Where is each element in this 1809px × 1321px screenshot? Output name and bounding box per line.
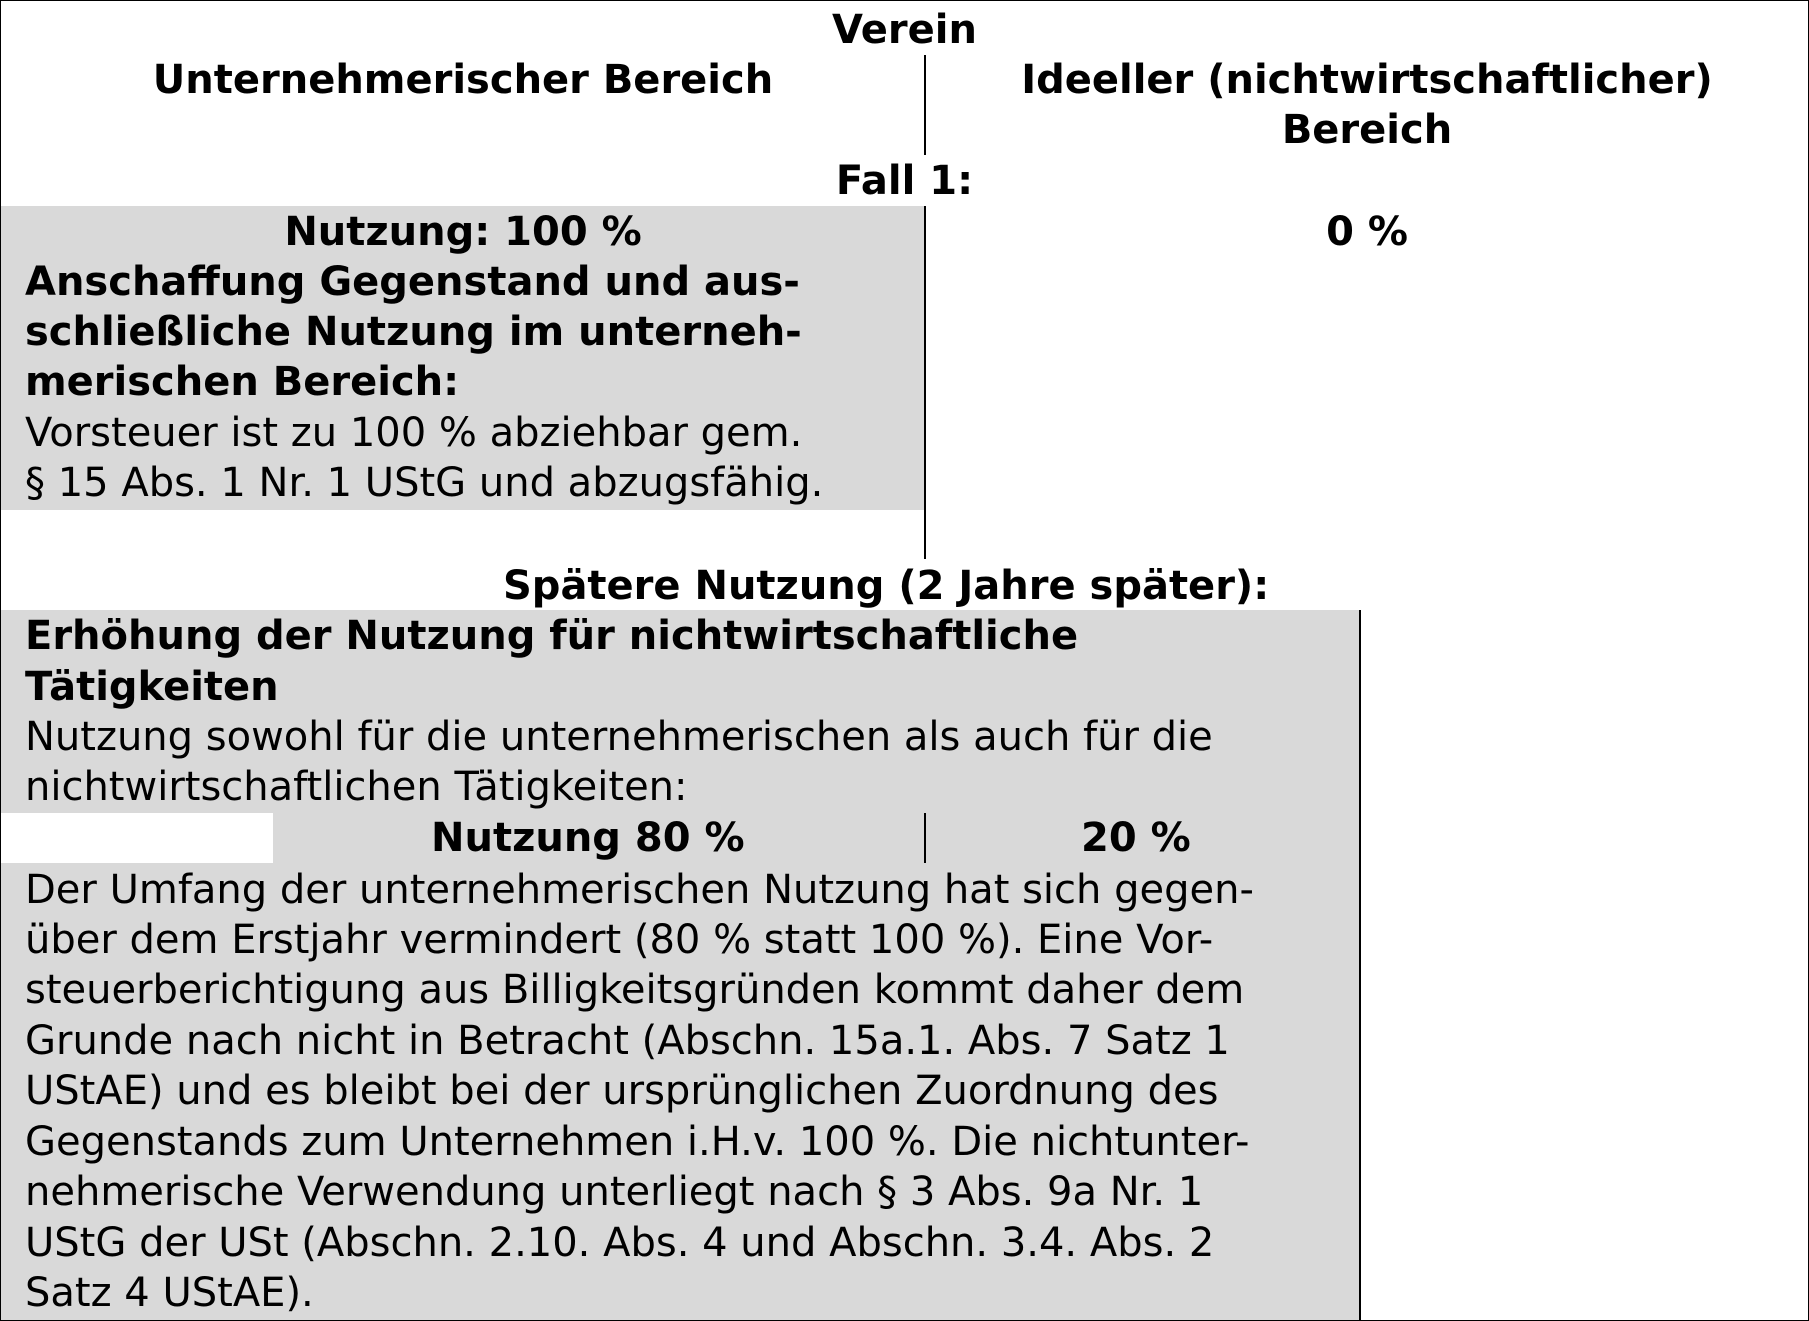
case2-text-line-7: nehmerische Verwendung unterliegt nach § 3 Abs. 9a Nr. 1 [25,1169,1204,1215]
case2-usage-business: Nutzung 80 % [431,815,745,861]
column-header-ideal-line-1: Ideeller (nichtwirtschaftlicher) [1021,57,1713,103]
case1-usage-ideal: 0 % [1326,209,1408,255]
case1-heading-line-2: schließliche Nutzung im unterneh- [25,309,802,355]
case1-usage-business: Nutzung: 100 % [284,209,642,255]
case2-text-line-3: steuerberichtigung aus Billigkeitsgründen kommt daher dem [25,967,1245,1013]
document-title: Verein [832,7,977,53]
case2-text-line-2: über dem Erstjahr vermindert (80 % statt 100 %). Eine Vor- [25,917,1214,963]
case2-text-line-6: Gegenstands zum Unternehmen i.H.v. 100 %. Die nichtunter- [25,1119,1250,1165]
case2-text-line-5: UStAE) und es bleibt bei der ursprünglichen Zuordnung des [25,1068,1219,1114]
case1-text-line-1: Vorsteuer ist zu 100 % abziehbar gem. [25,410,803,456]
case2-label: Spätere Nutzung (2 Jahre später): [503,563,1270,609]
case2-intro-line-2: nichtwirtschaftlichen Tätigkeiten: [25,764,688,810]
case1-heading-line-1: Anschaffung Gegenstand und aus- [25,259,800,305]
case2-right-border [1359,610,1361,1321]
case2-heading-line-1: Erhöhung der Nutzung für nichtwirtschaftliche [25,613,1079,659]
column-divider-case1 [924,206,926,559]
case1-heading-line-3: merischen Bereich: [25,359,460,405]
case2-intro-line-1: Nutzung sowohl für die unternehmerischen als auch für die [25,714,1213,760]
usage-divider-case2 [924,813,926,863]
case2-white-gap [1,813,273,863]
case2-text-line-8: UStG der USt (Abschn. 2.10. Abs. 4 und Abschn. 3.4. Abs. 2 [25,1220,1215,1266]
case1-label: Fall 1: [835,158,974,204]
column-header-business: Unternehmerischer Bereich [152,57,774,103]
column-header-ideal-line-2: Bereich [1281,107,1453,153]
case2-text-line-9: Satz 4 UStAE). [25,1270,314,1316]
case2-usage-ideal: 20 % [1081,815,1191,861]
case1-text-line-2: § 15 Abs. 1 Nr. 1 UStG und abzugsfähig. [25,460,824,506]
case2-text-line-4: Grunde nach nicht in Betracht (Abschn. 15a.1. Abs. 7 Satz 1 [25,1018,1230,1064]
case2-text-line-1: Der Umfang der unternehmerischen Nutzung hat sich gegen- [25,867,1254,913]
case2-heading-line-2: Tätigkeiten [25,664,279,710]
